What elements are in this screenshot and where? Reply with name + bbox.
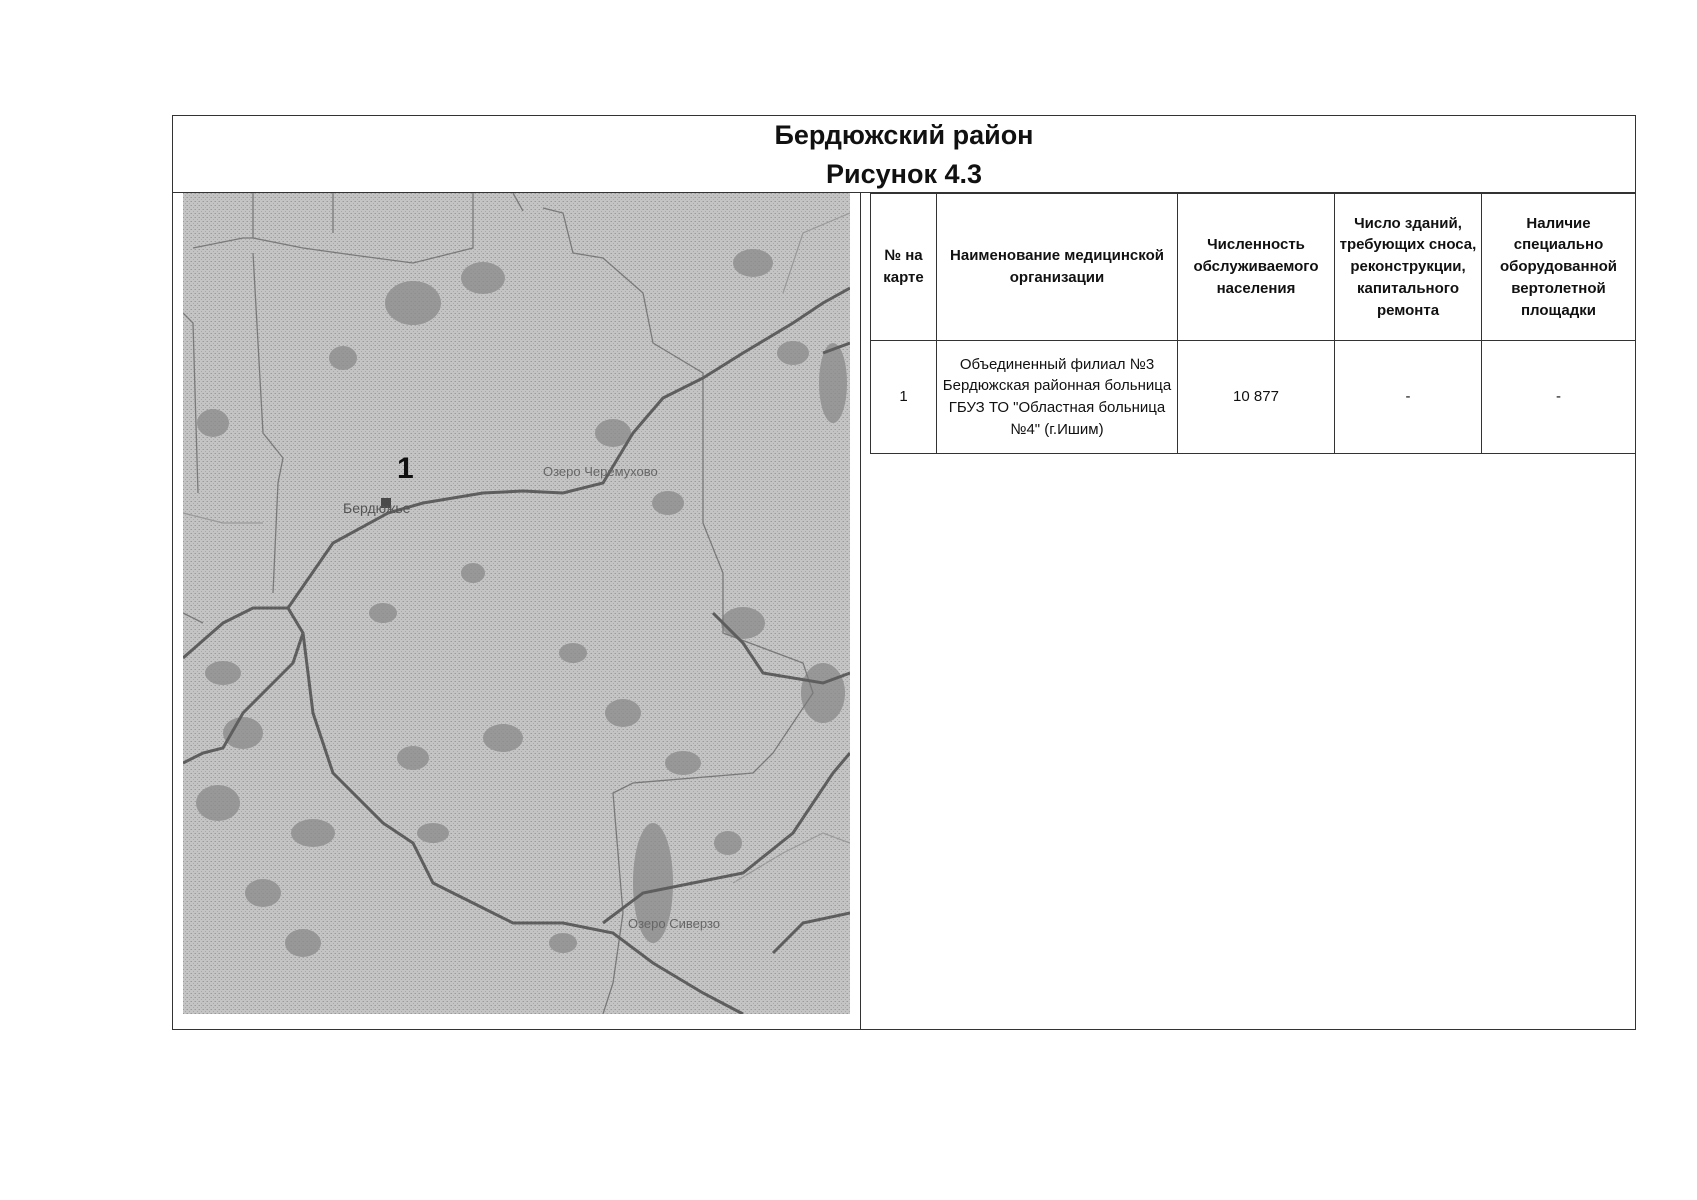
cell-helipad: -	[1482, 341, 1636, 454]
col-header-map-number: № на карте	[871, 194, 937, 341]
table-row	[871, 341, 1636, 454]
cell-organization: Объединенный филиал №3 Бердюжская районная больница ГБУЗ ТО "Областная больница №4" (г.Ишим)	[937, 341, 1178, 454]
col-header-helipad: Наличие специально оборудованной вертолетной площадки	[1482, 194, 1636, 341]
district-map	[183, 193, 850, 1014]
place-label-siverzo: Озеро Сиверзо	[628, 916, 720, 931]
place-label-berdyuzhye: Бердюжье	[343, 500, 411, 516]
cell-map-number: 1	[871, 341, 937, 454]
cell-population: 10 877	[1178, 341, 1335, 454]
page-title: Бердюжский район	[774, 120, 1034, 150]
title-block	[173, 116, 1635, 193]
col-header-population: Численность обслуживаемого населения	[1178, 194, 1335, 341]
cell-buildings: -	[1335, 341, 1482, 454]
place-label-cheremukhovo: Озеро Черемухово	[543, 464, 658, 479]
marker-number: 1	[397, 452, 414, 485]
col-header-organization: Наименование медицинской организации	[937, 194, 1178, 341]
col-header-buildings: Число зданий, требующих сноса, реконструкции, капитального ремонта	[1335, 194, 1482, 341]
document-frame	[172, 115, 1636, 1030]
table-header-row	[871, 194, 1636, 341]
organizations-table	[870, 193, 1636, 454]
organizations-table-wrap	[870, 193, 1636, 454]
map-cell	[173, 193, 861, 1030]
map-image	[183, 193, 850, 1014]
figure-caption: Рисунок 4.3	[826, 159, 982, 189]
